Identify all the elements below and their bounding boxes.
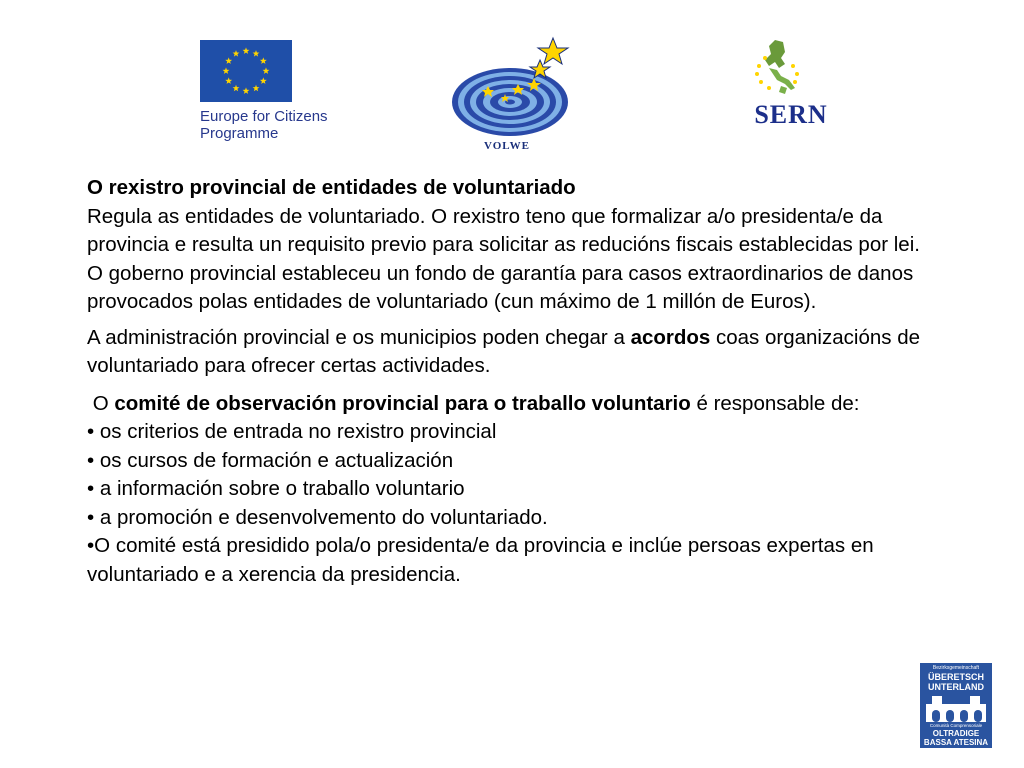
bezirk-top-text	[922, 665, 990, 671]
paragraph-registry: Regula as entidades de voluntariado. O rexistro teno que formalizar a/o presidenta/e da provincia e resulta un requisito previo para solicitar as reducións fiscais establecidas por lei.	[87, 204, 920, 256]
eu-star-icon	[225, 77, 232, 84]
eu-star-icon	[233, 50, 240, 57]
volwe-label: VOLWE	[484, 140, 530, 152]
bezirk-bottom-label: Comunità Comprensoriale	[929, 723, 983, 728]
eu-star-icon	[260, 57, 267, 64]
paragraph-guarantee-fund: O goberno provincial estableceu un fondo de garantía para casos extraordinarios de danos provocados polas entidades de voluntariado (cun máximo de 1 millón de Euros).	[87, 261, 914, 313]
eu-logo-line1: Europe for Citizens	[200, 108, 328, 125]
eu-star-icon	[253, 85, 260, 92]
paragraph-agreements	[87, 324, 937, 381]
committee-text-after: é responsable de:	[690, 391, 860, 415]
europe-map-icon	[745, 38, 837, 100]
document-body	[87, 174, 937, 589]
list-item: • os cursos de formación e actualización	[87, 448, 454, 472]
eu-stars-icon	[200, 40, 292, 102]
agreements-text-after: coas organizacións de voluntariado para ofrecer certas actividades.	[87, 325, 920, 377]
volwe-spiral-icon	[448, 36, 588, 142]
bezirk-name-line3: OLTRADIGE	[932, 729, 980, 738]
eu-star-icon	[253, 50, 260, 57]
bezirk-name-german	[922, 672, 990, 692]
committee-text-before: O	[87, 391, 115, 415]
eu-star-icon	[260, 77, 267, 84]
bezirk-name-line1: ÜBERETSCH	[927, 672, 984, 682]
eu-star-icon	[225, 57, 232, 64]
eu-logo-text	[200, 108, 360, 142]
sern-logo	[745, 38, 855, 130]
bezirksgemeinschaft-logo	[920, 663, 992, 748]
list-item: • a información sobre o traballo voluntario	[87, 477, 465, 500]
eu-star-icon	[223, 67, 230, 74]
list-item: • os criterios de entrada no rexistro provincial	[87, 420, 497, 443]
eu-flag-icon	[200, 40, 292, 102]
agreements-keyword: acordos	[630, 325, 711, 349]
eu-star-icon	[263, 67, 270, 74]
sern-label: SERN	[754, 100, 828, 129]
committee-composition: •O comité está presidido pola/o presidenta/e da provincia e inclúe persoas expertas en voluntariado e a xerencia da presidencia.	[87, 534, 874, 586]
bezirk-top-label: Bezirksgemeinschaft	[932, 665, 980, 671]
list-item: • a promoción e desenvolvemento do voluntariado.	[87, 505, 548, 529]
bezirk-name-italian	[922, 729, 990, 747]
section-title: O rexistro provincial de entidades de voluntariado	[87, 176, 576, 199]
bezirk-name-line2: UNTERLAND	[928, 682, 984, 692]
building-icon	[926, 694, 986, 722]
eu-star-icon	[243, 87, 250, 94]
eu-star-icon	[233, 85, 240, 92]
eu-star-icon	[243, 47, 250, 54]
eu-logo-line2: Programme	[200, 125, 279, 142]
bezirk-bottom-text	[922, 723, 990, 728]
agreements-text-before: A administración provincial e os municipios poden chegar a	[87, 325, 631, 349]
volwe-logo	[448, 36, 588, 160]
committee-name: comité de observación provincial para o traballo voluntario	[114, 391, 691, 415]
eu-citizens-logo	[200, 40, 350, 150]
paragraph-committee	[87, 390, 937, 419]
bezirk-name-line4: BASSA ATESINA	[923, 738, 989, 747]
